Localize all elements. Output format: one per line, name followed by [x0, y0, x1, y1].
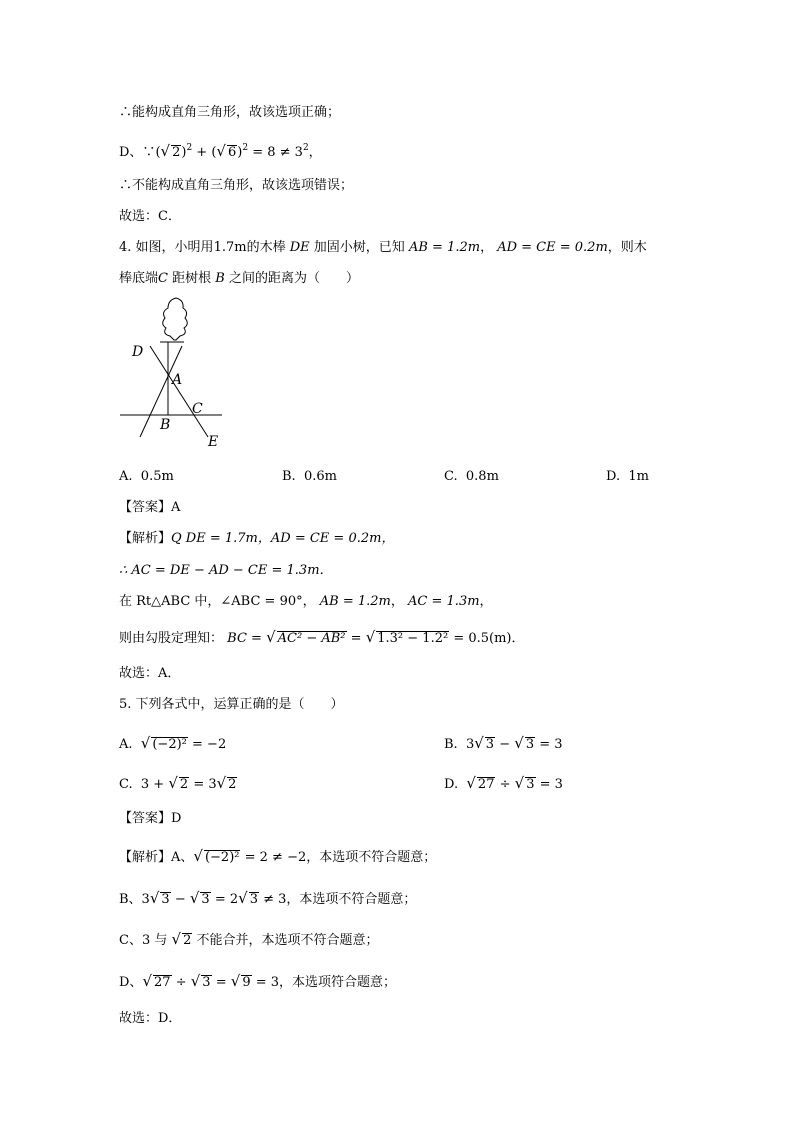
math: Q DE = 1.7m，AD = CE = 0.2m， — [171, 531, 395, 546]
math: AC = 1.3m — [408, 594, 480, 609]
text: 距树根 — [172, 271, 212, 286]
option-key: C. — [119, 777, 133, 792]
text: C、3 与 — [119, 933, 168, 948]
option-d — [606, 468, 649, 486]
text: B、3 — [119, 892, 150, 907]
explanation-line — [119, 593, 493, 611]
question-number: 5. — [119, 697, 132, 712]
math: BC = — [227, 631, 262, 646]
label-d: D — [132, 344, 144, 360]
math: ÷ — [175, 975, 187, 990]
stick-de — [150, 346, 208, 437]
question-number: 4. — [119, 240, 132, 255]
math: ∴ AC = DE − AD − CE = 1.3m． — [119, 563, 333, 578]
label-b: B — [160, 417, 171, 433]
math: ÷ — [499, 777, 511, 792]
tree-crown — [163, 298, 188, 340]
math: AB = 1.2m — [408, 240, 481, 255]
math: = 0.5(m)． — [453, 631, 525, 646]
text: 下列各式中，运算正确的是（ ） — [135, 697, 344, 712]
radicand: 3 — [161, 892, 170, 907]
text: = 2 ≠ −2，本选项不符合题意； — [244, 850, 437, 865]
explanation-line: D、√ 27 ÷ √ 3 = √ 9 = 3，本选项符合题意； — [119, 972, 397, 990]
explanation-line: 则由勾股定理知： BC = √ AC² − AB² = √ 1.3² − 1.2² = 0.5(m)． — [119, 628, 525, 646]
answer: 【答案】D — [119, 811, 182, 826]
math: 3 + — [140, 777, 165, 792]
math: = 2 — [214, 892, 239, 907]
math: = −2 — [192, 737, 227, 752]
option-key: A. — [119, 469, 133, 484]
text: 不能合并，本选项不符合题意； — [196, 933, 379, 948]
math: AD = CE = 0.2m — [497, 240, 608, 255]
math: = 3 — [193, 777, 217, 792]
option-key: B. — [282, 469, 296, 484]
option-b: B. 3√ 3 − √ 3 = 3 — [444, 734, 563, 752]
text: 如图，小明用 — [135, 240, 214, 255]
math: C — [158, 271, 168, 286]
option-key: A. — [119, 737, 133, 752]
option-key: D. — [444, 777, 459, 792]
option-value: 1m — [628, 469, 649, 484]
math: = — [215, 975, 227, 990]
math: 3 — [465, 737, 475, 752]
option-a — [119, 468, 174, 486]
option-a: A. √ (−2)² = −2 — [119, 734, 227, 752]
math: 1.7m — [213, 240, 247, 255]
text: ， — [479, 594, 493, 609]
radicand: 1.3² − 1.2² — [377, 631, 449, 646]
label-a: A — [172, 372, 183, 388]
text: 【解析】 — [119, 531, 172, 546]
text: ， — [480, 240, 494, 255]
math: − — [174, 892, 186, 907]
math: = 3 — [539, 737, 563, 752]
text-line: D、∵(√ 2)$^2$ + (√ $6)^2 = 8 \ne 3^2$， — [119, 142, 322, 160]
radicand: 6 — [227, 145, 237, 160]
option-d: D. √ 27 ÷ √ 3 = 3 — [444, 774, 563, 792]
text: 的木棒 — [246, 240, 286, 255]
explanation-line: 【解析】A、√ (−2)² = 2 ≠ −2，本选项不符合题意； — [119, 847, 437, 865]
text: 则由勾股定理知： — [119, 631, 224, 646]
option-value: 0.8m — [465, 469, 499, 484]
text: 加固小树，已知 — [313, 240, 405, 255]
option-b — [282, 468, 337, 486]
radicand: 3 — [525, 737, 535, 752]
radicand: 2 — [179, 777, 189, 792]
tree-brace-figure — [112, 292, 242, 452]
explanation-line — [119, 562, 333, 580]
question-4-stem — [119, 239, 647, 257]
option-value: 0.5m — [140, 469, 174, 484]
question-5-stem — [119, 696, 344, 714]
text-line: ∴能构成直角三角形，故该选项正确； — [119, 105, 341, 120]
math: B — [215, 271, 225, 286]
text: ，则木 — [607, 240, 647, 255]
option-key: C. — [444, 469, 458, 484]
explanation-line — [119, 530, 394, 548]
math: − — [499, 737, 511, 752]
text: 棒底端 — [119, 271, 159, 286]
option-value: 0.6m — [303, 469, 337, 484]
radicand: 2 — [228, 777, 237, 792]
conclusion: 故选：D． — [119, 1011, 182, 1026]
explanation-line: C、3 与 √ 2 不能合并，本选项不符合题意； — [119, 930, 379, 948]
math: AB = 1.2m — [319, 594, 391, 609]
text: ， — [390, 594, 404, 609]
text: ， — [308, 145, 322, 160]
answer: 【答案】A — [119, 500, 181, 515]
text: ≠ 3，本选项不符合题意； — [263, 892, 417, 907]
label-c: C — [192, 401, 203, 417]
radicand: 3 — [526, 777, 535, 792]
radicand: 27 — [477, 777, 495, 792]
radicand: (−2)² — [204, 850, 240, 865]
math: = 3 — [539, 777, 563, 792]
radicand: 2 — [183, 933, 192, 948]
radicand: (−2)² — [152, 737, 187, 752]
option-c: C. 3 + √ 2 = 3√ 2 — [119, 774, 237, 792]
radicand: 3 — [202, 975, 211, 990]
text: = 3，本选项符合题意； — [255, 975, 397, 990]
text: D、 — [119, 975, 143, 990]
text-line: 故选：C． — [119, 209, 181, 224]
text-line: ∴不能构成直角三角形，故该选项错误； — [119, 178, 354, 193]
option-c — [444, 468, 499, 486]
text: 之间的距离为（ ） — [228, 271, 359, 286]
math: = — [350, 631, 362, 646]
text: = 8 ≠ 3 — [252, 145, 303, 160]
math: DE — [289, 240, 310, 255]
text: D、∵ — [119, 145, 156, 160]
radicand: 3 — [201, 892, 210, 907]
radicand: AC² − AB² — [277, 631, 346, 646]
option-key: D. — [606, 469, 621, 484]
question-4-stem-line2 — [119, 270, 359, 288]
radicand: 3 — [485, 737, 495, 752]
option-key: B. — [444, 737, 458, 752]
explanation-line: B、3√ 3 − √ 3 = 2√ 3 ≠ 3，本选项不符合题意； — [119, 889, 417, 907]
radicand: 9 — [242, 975, 251, 990]
radicand: 3 — [249, 892, 258, 907]
radicand: 2 — [172, 145, 181, 160]
label-e: E — [208, 434, 219, 450]
text: 在 Rt△ABC 中，∠ABC = 90°， — [119, 594, 316, 609]
radicand: 27 — [154, 975, 171, 990]
conclusion: 故选：A． — [119, 666, 181, 681]
text: 【解析】A、 — [119, 850, 194, 865]
